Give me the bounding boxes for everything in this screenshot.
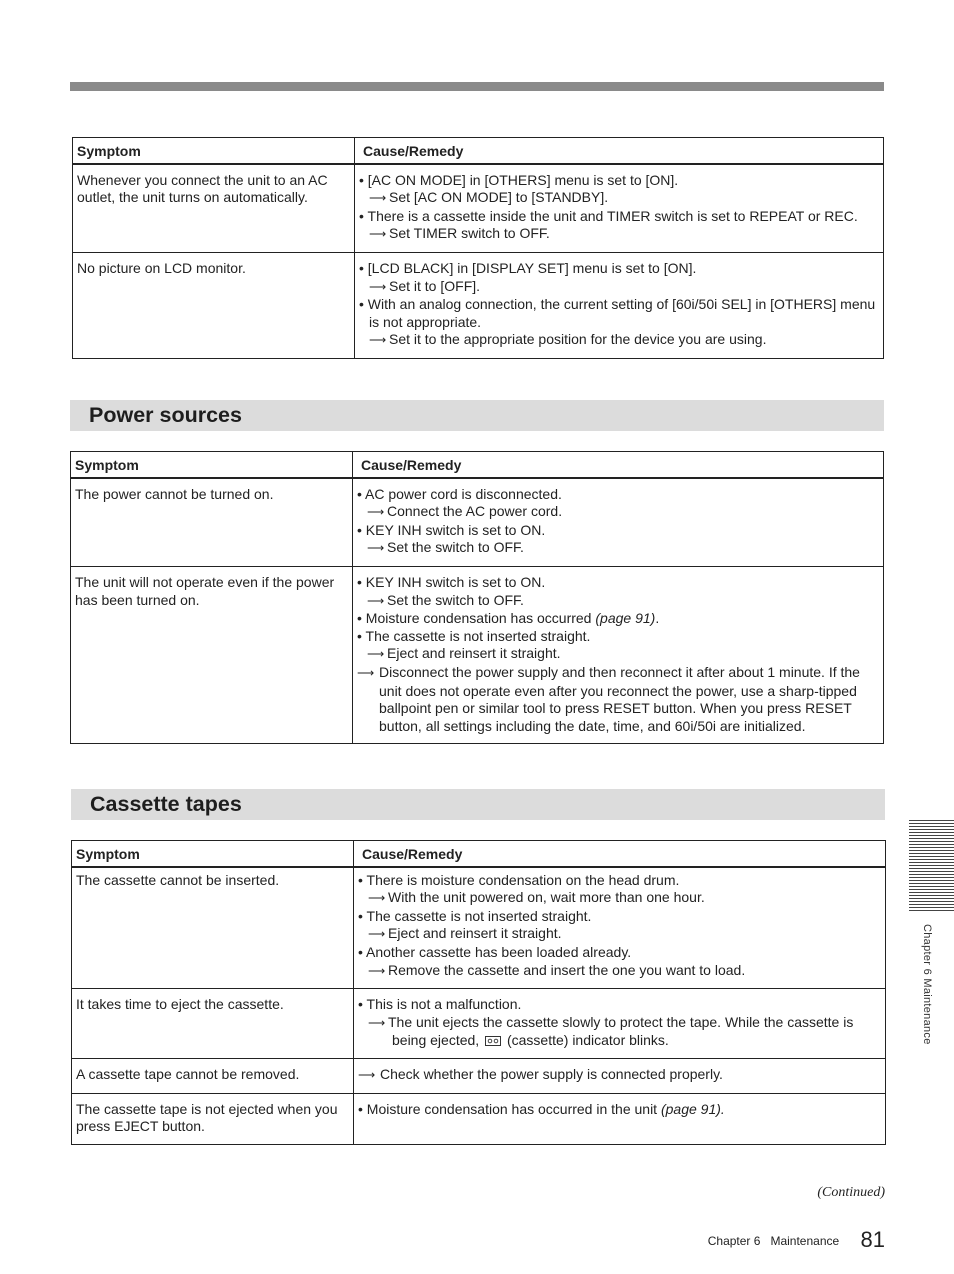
remedy-item: ⟶ Disconnect the power supply and then reconnect it after about 1 minute. If the unit does not operate even after you reconnect the power, use a sharp-tipped ballpoint pen or similar tool to press RESET button. When you press RESET button, all settings including the date, time, and 60i/50i are initialized. bbox=[357, 663, 860, 734]
page-reference: (page 91). bbox=[660, 1100, 725, 1117]
remedy-cell bbox=[354, 1093, 886, 1144]
remedy-cell bbox=[354, 1058, 886, 1093]
symptom-header: Symptom bbox=[72, 841, 354, 867]
cause-item: • Another cassette has been loaded already. bbox=[358, 943, 632, 960]
right-arrow-icon: ⟶ bbox=[368, 891, 386, 906]
remedy-item: ⟶ Set the switch to OFF. bbox=[357, 539, 880, 558]
remedy-cell bbox=[355, 252, 884, 358]
chapter-tab-marker bbox=[909, 820, 954, 912]
right-arrow-icon: ⟶ bbox=[369, 333, 387, 348]
footer-chapter: Chapter 6 bbox=[707, 1234, 761, 1248]
remedy-item: ⟶ Set it to [OFF]. bbox=[359, 278, 880, 297]
section-title: Power sources bbox=[89, 403, 242, 427]
table-row bbox=[72, 1093, 886, 1144]
cause-item: • KEY INH switch is set to ON. bbox=[357, 573, 546, 590]
right-arrow-icon: ⟶ bbox=[368, 963, 386, 978]
table-row bbox=[73, 252, 884, 358]
remedy-header: Cause/Remedy bbox=[354, 841, 886, 867]
troubleshooting-table-power bbox=[70, 451, 884, 744]
remedy-item: ⟶ The unit ejects the cassette slowly to protect the tape. While the cassette is being ejected, (cassette) indicator blinks. bbox=[368, 1013, 854, 1049]
symptom-cell: The cassette cannot be inserted. bbox=[72, 867, 354, 989]
table-row bbox=[72, 867, 886, 989]
right-arrow-icon: ⟶ bbox=[368, 927, 386, 942]
remedy-cell bbox=[354, 867, 886, 989]
symptom-cell: A cassette tape cannot be removed. bbox=[72, 1058, 354, 1093]
remedy-item: ⟶ With the unit powered on, wait more than one hour. bbox=[358, 889, 882, 908]
page-number: 81 bbox=[860, 1227, 885, 1252]
continued-note: (Continued) bbox=[817, 1185, 885, 1200]
troubleshooting-table-cassette bbox=[71, 840, 886, 1145]
cause-item: • There is a cassette inside the unit and TIMER switch is set to REPEAT or REC. bbox=[359, 207, 858, 224]
remedy-header: Cause/Remedy bbox=[353, 452, 884, 478]
symptom-cell: The unit will not operate even if the power has been turned on. bbox=[71, 566, 353, 743]
cause-item: • Moisture condensation has occurred (page 91). bbox=[357, 610, 660, 627]
remedy-item: ⟶ Connect the AC power cord. bbox=[357, 503, 880, 522]
cause-item: • There is moisture condensation on the head drum. bbox=[358, 871, 680, 888]
cause-item: • [LCD BLACK] in [DISPLAY SET] menu is set to [ON]. bbox=[359, 259, 697, 276]
table-row bbox=[71, 566, 884, 743]
section-title: Cassette tapes bbox=[90, 792, 242, 816]
side-chapter-label: Chapter 6 Maintenance bbox=[921, 924, 933, 1045]
remedy-cell bbox=[353, 566, 884, 743]
remedy-item: ⟶ Eject and reinsert it straight. bbox=[357, 645, 880, 664]
remedy-item: ⟶ Check whether the power supply is connected properly. bbox=[358, 1066, 882, 1085]
remedy-cell bbox=[355, 164, 884, 253]
right-arrow-icon: ⟶ bbox=[357, 665, 375, 680]
symptom-header: Symptom bbox=[71, 452, 353, 478]
cassette-icon bbox=[485, 1036, 501, 1046]
page-reference: (page 91) bbox=[595, 610, 656, 627]
troubleshooting-table-1 bbox=[72, 137, 884, 359]
remedy-header: Cause/Remedy bbox=[355, 138, 884, 164]
section-header-power-sources bbox=[70, 400, 884, 431]
remedy-cell bbox=[354, 989, 886, 1059]
symptom-cell: The power cannot be turned on. bbox=[71, 478, 353, 567]
symptom-cell: Whenever you connect the unit to an AC outlet, the unit turns on automatically. bbox=[73, 164, 355, 253]
symptom-header: Symptom bbox=[73, 138, 355, 164]
remedy-cell bbox=[353, 478, 884, 567]
symptom-cell: No picture on LCD monitor. bbox=[73, 252, 355, 358]
remedy-item: ⟶ Set [AC ON MODE] to [STANDBY]. bbox=[359, 189, 880, 208]
right-arrow-icon: ⟶ bbox=[369, 191, 387, 206]
cause-item: • With an analog connection, the current setting of [60i/50i SEL] in [OTHERS] menu is not appropriate. bbox=[359, 296, 876, 330]
symptom-cell: The cassette tape is not ejected when you press EJECT button. bbox=[72, 1093, 354, 1144]
right-arrow-icon: ⟶ bbox=[367, 541, 385, 556]
right-arrow-icon: ⟶ bbox=[358, 1067, 376, 1082]
right-arrow-icon: ⟶ bbox=[367, 593, 385, 608]
cause-item: • AC power cord is disconnected. bbox=[357, 485, 562, 502]
table-row bbox=[71, 478, 884, 567]
cause-item: • This is not a malfunction. bbox=[358, 996, 522, 1013]
remedy-item: ⟶ Set TIMER switch to OFF. bbox=[359, 225, 880, 244]
symptom-cell: It takes time to eject the cassette. bbox=[72, 989, 354, 1059]
top-rule bbox=[70, 82, 884, 91]
right-arrow-icon: ⟶ bbox=[367, 647, 385, 662]
remedy-item: ⟶ Set the switch to OFF. bbox=[357, 592, 880, 611]
cause-item: • KEY INH switch is set to ON. bbox=[357, 521, 546, 538]
table-row bbox=[73, 164, 884, 253]
table-row bbox=[72, 1058, 886, 1093]
right-arrow-icon: ⟶ bbox=[367, 505, 385, 520]
section-header-cassette-tapes bbox=[71, 789, 885, 820]
cause-item: • [AC ON MODE] in [OTHERS] menu is set to [ON]. bbox=[359, 171, 679, 188]
remedy-item: ⟶ Remove the cassette and insert the one you want to load. bbox=[358, 962, 882, 981]
table-header-row bbox=[73, 138, 884, 164]
table-header-row bbox=[72, 841, 886, 867]
cause-item: • The cassette is not inserted straight. bbox=[357, 627, 591, 644]
cause-item: • The cassette is not inserted straight. bbox=[358, 907, 592, 924]
right-arrow-icon: ⟶ bbox=[369, 279, 387, 294]
footer-section: Maintenance bbox=[770, 1234, 840, 1248]
page-footer bbox=[600, 1227, 885, 1253]
cause-item: • Moisture condensation has occurred in the unit (page 91). bbox=[358, 1100, 725, 1117]
table-header-row bbox=[71, 452, 884, 478]
right-arrow-icon: ⟶ bbox=[368, 1015, 386, 1030]
remedy-item: ⟶ Eject and reinsert it straight. bbox=[358, 925, 882, 944]
table-row bbox=[72, 989, 886, 1059]
remedy-item: ⟶ Set it to the appropriate position for the device you are using. bbox=[359, 331, 880, 350]
right-arrow-icon: ⟶ bbox=[369, 227, 387, 242]
